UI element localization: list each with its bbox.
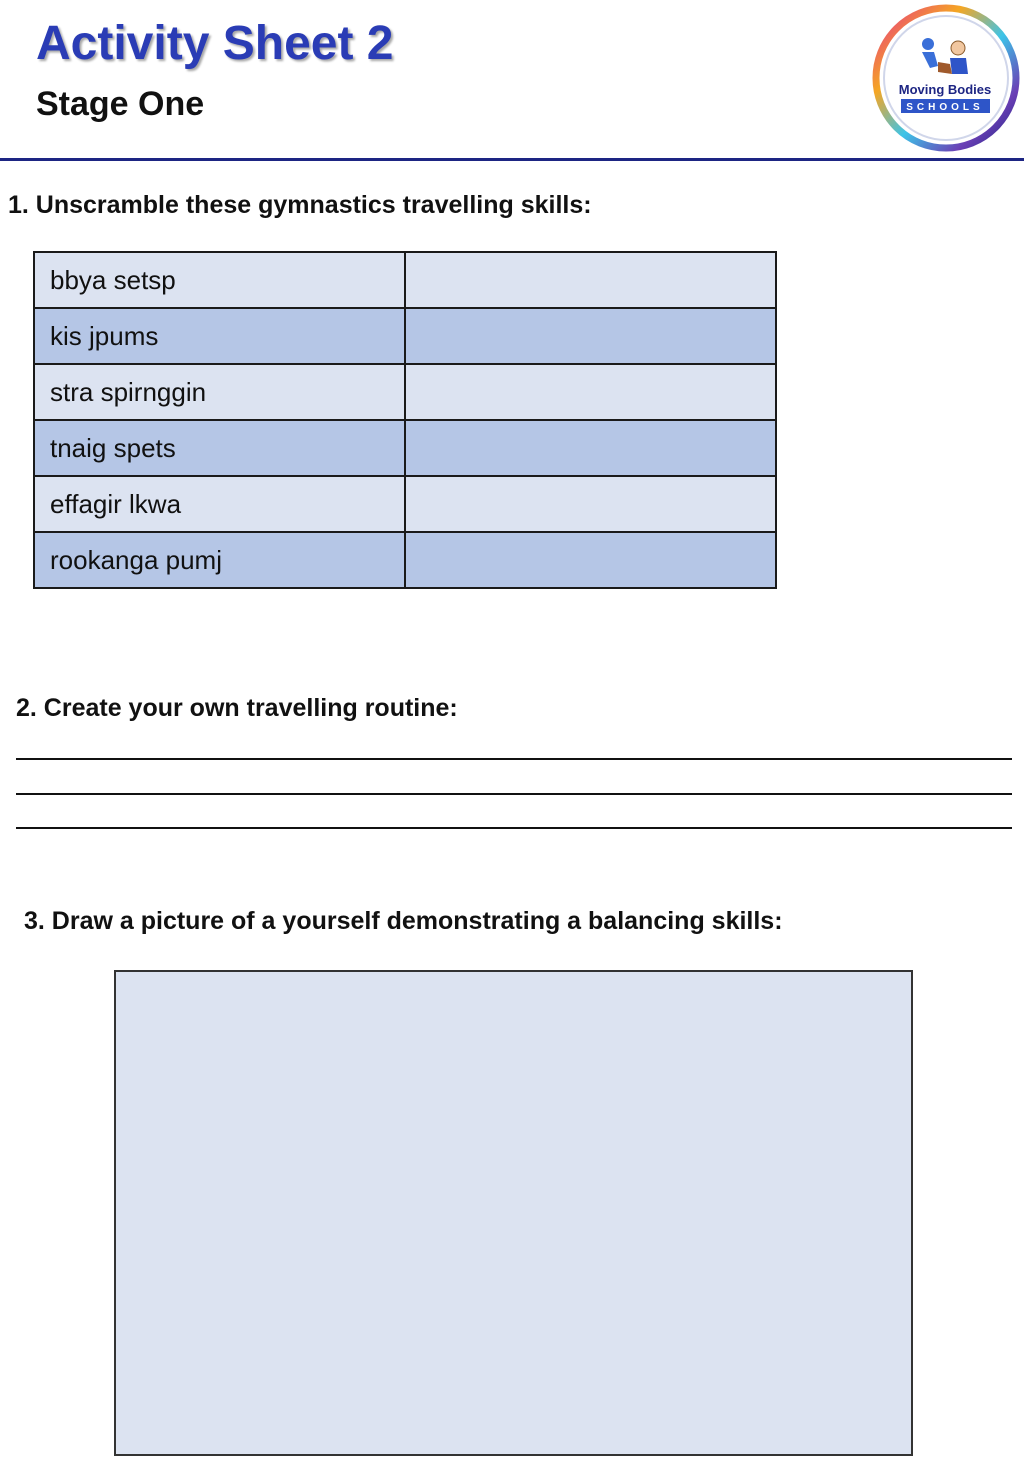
table-row xyxy=(34,308,776,364)
table-row xyxy=(34,476,776,532)
answer-cell[interactable] xyxy=(405,532,776,588)
drawing-area[interactable] xyxy=(114,970,913,1456)
answer-cell[interactable] xyxy=(405,476,776,532)
answer-input[interactable] xyxy=(406,309,775,363)
table-row xyxy=(34,532,776,588)
scrambled-word: bbya setsp xyxy=(34,252,405,308)
question-2-heading: 2. Create your own travelling routine: xyxy=(16,694,458,722)
answer-cell[interactable] xyxy=(405,420,776,476)
scrambled-word: kis jpums xyxy=(34,308,405,364)
writing-line[interactable] xyxy=(16,827,1012,829)
answer-cell[interactable] xyxy=(405,308,776,364)
scrambled-word: rookanga pumj xyxy=(34,532,405,588)
answer-input[interactable] xyxy=(406,421,775,475)
scrambled-word: tnaig spets xyxy=(34,420,405,476)
logo-text-line1: Moving Bodies xyxy=(898,82,992,97)
answer-input[interactable] xyxy=(406,477,775,531)
scrambled-word: stra spirnggin xyxy=(34,364,405,420)
scrambled-word: effagir lkwa xyxy=(34,476,405,532)
table-row xyxy=(34,364,776,420)
writing-line[interactable] xyxy=(16,758,1012,760)
answer-cell[interactable] xyxy=(405,364,776,420)
writing-line[interactable] xyxy=(16,793,1012,795)
table-row xyxy=(34,252,776,308)
header-divider xyxy=(0,158,1024,161)
moving-bodies-logo xyxy=(868,2,1022,152)
page-title: Activity Sheet 2 xyxy=(36,17,394,70)
table-row xyxy=(34,420,776,476)
answer-cell[interactable] xyxy=(405,252,776,308)
logo-text-line2: SCHOOLS xyxy=(906,102,984,113)
page-subtitle: Stage One xyxy=(36,85,205,123)
answer-input[interactable] xyxy=(406,533,775,587)
unscramble-table xyxy=(33,251,777,589)
answer-input[interactable] xyxy=(406,365,775,419)
answer-input[interactable] xyxy=(406,253,775,307)
question-1-heading: 1. Unscramble these gymnastics travelling skills: xyxy=(8,191,592,219)
question-3-heading: 3. Draw a picture of a yourself demonstrating a balancing skills: xyxy=(24,907,783,935)
